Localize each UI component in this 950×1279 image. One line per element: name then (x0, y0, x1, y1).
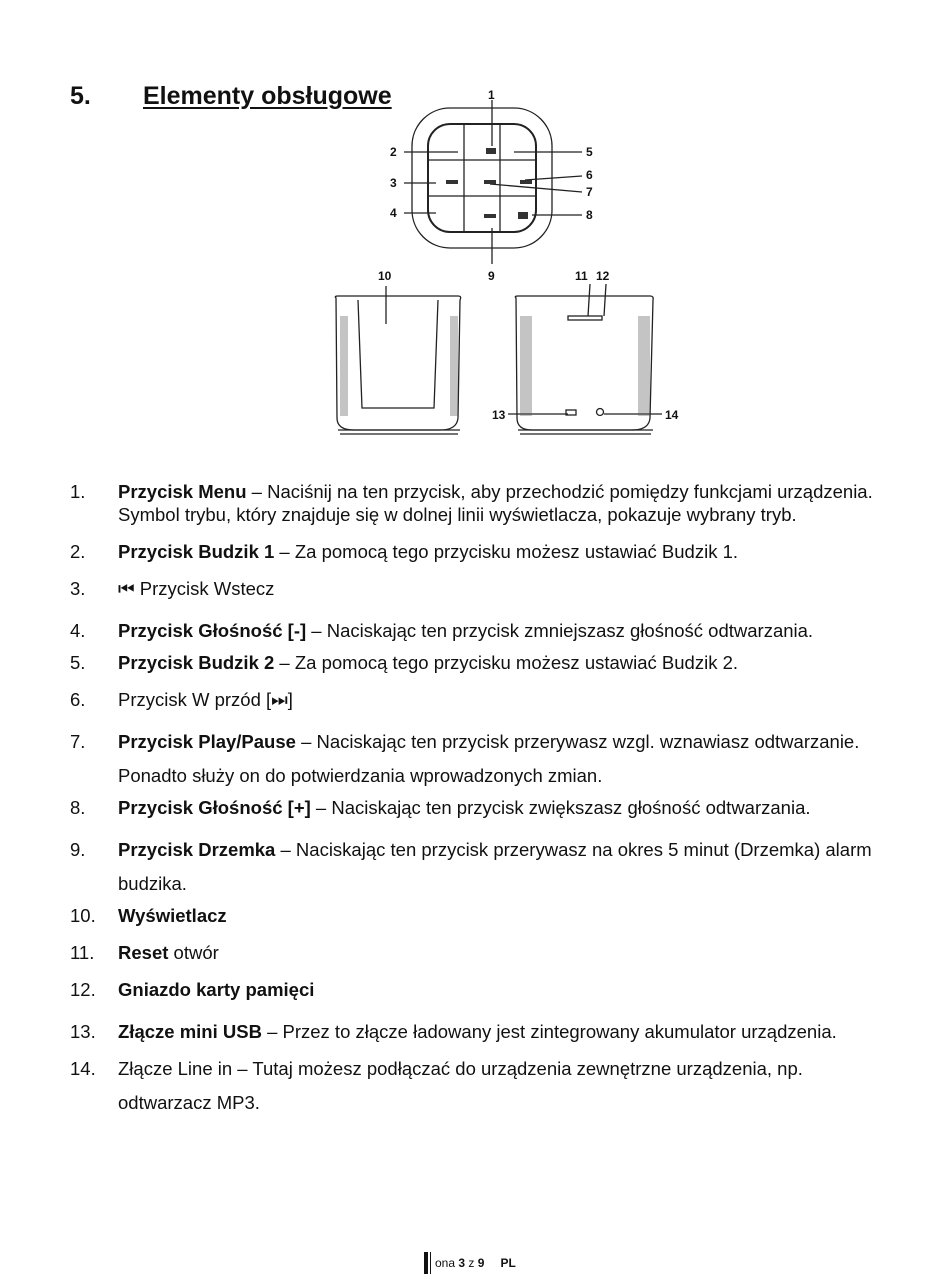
callout-11: 11 (575, 269, 588, 283)
list-item (70, 1015, 890, 1049)
list-item (70, 540, 890, 563)
item-description: – Naciskając ten przycisk przerywasz na okres 5 minut (Drzemka) alarm budzika. (118, 839, 872, 894)
callout-13: 13 (492, 408, 506, 422)
list-item (70, 725, 890, 793)
item-title: Przycisk Menu (118, 481, 247, 502)
list-item (70, 978, 890, 1001)
callout-12: 12 (596, 269, 610, 283)
item-title: Przycisk Głośność [+] (118, 797, 311, 818)
device-diagram (320, 88, 700, 448)
item-number: 13. (70, 1021, 96, 1042)
callout-14: 14 (665, 408, 679, 422)
page-footer (424, 1252, 516, 1274)
callout-6: 6 (586, 168, 593, 182)
list-item (70, 688, 890, 711)
footer-bar (424, 1252, 428, 1274)
footer-of: z (468, 1256, 475, 1270)
item-number: 4. (70, 620, 86, 641)
item-number: 5. (70, 652, 86, 673)
item-description: ⏮ Przycisk Wstecz (118, 578, 275, 599)
callout-10: 10 (378, 269, 392, 283)
item-description: otwór (168, 942, 219, 963)
item-number: 2. (70, 541, 86, 562)
callout-1: 1 (488, 88, 495, 102)
item-number: 14. (70, 1058, 96, 1079)
item-description: Złącze Line in – Tutaj możesz podłączać do urządzenia zewnętrzne urządzenia, np. odtwarzacz MP3. (118, 1058, 803, 1113)
item-number: 7. (70, 731, 86, 752)
list-item (70, 651, 890, 674)
item-title: Wyświetlacz (118, 905, 227, 926)
item-number: 8. (70, 797, 86, 818)
item-number: 3. (70, 578, 86, 599)
item-title: Przycisk Budzik 2 (118, 652, 275, 673)
item-number: 11. (70, 942, 95, 963)
item-description: – Przez to złącze ładowany jest zintegrowany akumulator urządzenia. (261, 1021, 837, 1042)
item-title: Reset (118, 942, 169, 963)
item-number: 9. (70, 839, 86, 860)
list-item (70, 833, 890, 901)
list-item (70, 796, 890, 819)
item-description: – Naciskając ten przycisk przerywasz wzgl. wznawiasz odtwarzanie. Ponadto służy on do potwierdzania wprowadzonych zmian. (118, 731, 860, 786)
item-description: – Za pomocą tego przycisku możesz ustawiać Budzik 2. (274, 652, 739, 673)
controls-list (70, 480, 890, 1123)
footer-language: PL (500, 1256, 516, 1270)
item-description: Przycisk W przód [⏭] (118, 689, 293, 710)
list-item (70, 614, 890, 648)
callout-3: 3 (390, 176, 397, 190)
footer-page-number: 3 (458, 1256, 466, 1270)
callout-4: 4 (390, 206, 397, 220)
callout-2: 2 (390, 145, 397, 159)
list-item (70, 941, 890, 964)
list-item (70, 480, 890, 526)
item-title: Złącze mini USB (118, 1021, 262, 1042)
item-description: – Naciskając ten przycisk zmniejszasz głośność odtwarzania. (306, 620, 814, 641)
item-title: Gniazdo karty pamięci (118, 979, 315, 1000)
item-description: – Naciskając ten przycisk zwiększasz głośność odtwarzania. (310, 797, 811, 818)
item-title: Przycisk Drzemka (118, 839, 276, 860)
item-number: 1. (70, 481, 86, 502)
item-title: Przycisk Budzik 1 (118, 541, 275, 562)
callout-8: 8 (586, 208, 593, 222)
callout-7: 7 (586, 185, 593, 199)
item-number: 12. (70, 979, 96, 1000)
item-number: 10. (70, 905, 96, 926)
footer-page-total: 9 (477, 1256, 485, 1270)
footer-page-word: ona (435, 1256, 456, 1270)
section-number: 5. (70, 82, 91, 110)
section-title: Elementy obsługowe (143, 82, 392, 110)
item-title: Przycisk Głośność [-] (118, 620, 307, 641)
item-number: 6. (70, 689, 86, 710)
item-description: – Za pomocą tego przycisku możesz ustawiać Budzik 1. (274, 541, 739, 562)
list-item (70, 577, 890, 600)
item-title: Przycisk Play/Pause (118, 731, 296, 752)
item-description: – Naciśnij na ten przycisk, aby przechodzić pomiędzy funkcjami urządzenia. Symbol trybu, który znajduje się w dolnej linii wyświetlacza, pokazuje wybrany tryb. (118, 481, 873, 525)
list-item (70, 1052, 890, 1120)
callout-5: 5 (586, 145, 593, 159)
footer-bar-thin (430, 1252, 431, 1274)
list-item (70, 904, 890, 927)
callout-9: 9 (488, 269, 495, 283)
